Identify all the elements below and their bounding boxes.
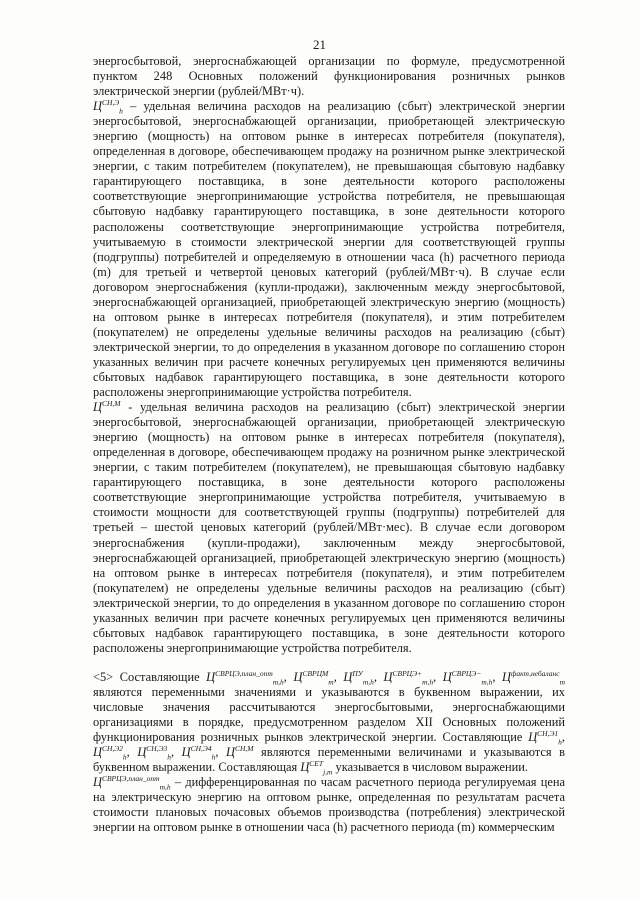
definition-text: - удельная величина расходов на реализацию (сбыт) электрической энергии энергосбытовой, энергоснабжающей организации, приобретающей электрическую энергию (мощность) на оптовом рынке в интересах потребителя (покупателя), определенная в договоре, обеспечивающем продажу на розничном рынке электрической энергии, с таким потребителем (покупателем), не превышающая сбытовую надбавку гарантирующего поставщика, в зоне деятельности которого расположены соответствующие энергопринимающие устройства потребителя, учитываемую в стоимости мощности для соответствующей группы (подгруппы) потребителей для третьей – шестой ценовых категорий (рублей/МВт·мес). В случае если договором энергоснабжения (купли-продажи), заключенным между энергосбытовой, энергоснабжающей организацией, приобретающей электрическую энергию (мощность) на оптовом рынке в интересах потребителя (покупателя), и этим потребителем (покупателем) не определены удельные величины расходов на реализацию (сбыт) электрической энергии, то до определения в указанном договоре по соглашению сторон указанных величин при расчете конечных регулируемых цен применяются величины сбытовых надбавок гарантирующего поставщика, в зоне деятельности которого расположены энергопринимающие устройства потребителя. xyxy=(93,400,565,655)
page-number: 21 xyxy=(313,37,326,52)
definition-c-svrce-plan-opt xyxy=(93,775,565,835)
formula-symbol: $Ц^{СВРЦМ}_m$ xyxy=(293,668,334,687)
definition-c-sn-e xyxy=(93,99,565,400)
formula-symbol: $Ц^{СН,Э4}_h$ xyxy=(181,743,216,762)
formula-symbol: $Ц^{СН,Э3}_h$ xyxy=(137,743,171,762)
definition-c-sn-m xyxy=(93,400,565,656)
note-5: <5> Составляющие $Ц^{СВРЦЭ,план\_опт}_{m,h}$, $Ц^{СВРЦМ}_m$, $Ц^{ПУ}_{m,h}$, $Ц^{СВРЦЭ+}_{m,h}$, $Ц^{СВРЦЭ-}_{m,h}$, $Ц^{факт,небаланс}_m$ являются переменными значениями и указываются в буквенном выражении, их числовые значения рассчитываются энергосбытовыми, энергоснабжающими организациями в порядке, предусмотренном разделом XII Основных положений функционирования розничных рынков электрической энергии. Составляющие $Ц^{СН,Э1}_h$, $Ц^{СН,Э2}_h$, $Ц^{СН,Э3}_h$, $Ц^{СН,Э4}_h$, $Ц^{СН,М}$ являются переменными величинами и указываются в буквенном выражении. Составляющая $Ц^{СЕТ}_{j,m}$ указывается в числовом выражении. xyxy=(93,668,566,777)
formula-symbol: $Ц^{факт,небаланс}_m$ xyxy=(502,668,566,687)
page-body xyxy=(93,54,565,835)
formula-symbol: $Ц^{СЕТ}_{j,m}$ xyxy=(300,759,333,777)
formula-symbol: $Ц^{СВРЦЭ+}_{m,h}$ xyxy=(383,668,434,687)
formula-symbol: $Ц^{СН,Э1}_h$ xyxy=(528,728,562,747)
formula-symbol: $Ц^{СН,М}$ xyxy=(93,398,121,415)
definition-text: – дифференцированная по часам расчетного периода регулируемая цена на электрическую энергию на оптовом рынке, определенная по результатам расчета стоимости плановых почасовых объемов производства (потребления) электрической энергии на оптовом рынке в отношении часа (h) расчетного периода (m) коммерческим xyxy=(93,775,565,835)
formula-symbol: $Ц^{СН,Э2}_h$ xyxy=(93,743,127,762)
formula-symbol: $Ц^{СВРЦЭ,план\_опт}_{m,h}$ xyxy=(93,774,171,792)
paragraph-gap xyxy=(93,656,565,670)
paragraph-intro: энергосбытовой, энергоснабжающей организации по формуле, предусмотренной пунктом 248 Основных положений функционирования розничных рынков электрической энергии (рублей/МВт·ч). xyxy=(93,54,565,99)
formula-symbol: $Ц^{ПУ}_{m,h}$ xyxy=(343,668,374,687)
note-marker: <5> xyxy=(93,669,114,684)
formula-symbol: $Ц^{СВРЦЭ,план\_опт}_{m,h}$ xyxy=(206,668,284,687)
formula-symbol: $Ц^{СН,Э}_h$ xyxy=(93,98,123,116)
formula-symbol: $Ц^{СВРЦЭ-}_{m,h}$ xyxy=(442,668,493,687)
formula-symbol: $Ц^{СН,М}$ xyxy=(225,743,254,760)
definition-text: – удельная величина расходов на реализацию (сбыт) электрической энергии энергосбытовой, энергоснабжающей организации, приобретающей электрическую энергию (мощность) на оптовом рынке в интересах потребителя (покупателя), определенная в договоре, обеспечивающем продажу на розничном рынке электрической энергии, с таким потребителем (покупателем), не превышающая сбытовую надбавку гарантирующего поставщика, в зоне деятельности которого расположены соответствующие энергопринимающие устройства потребителя, не превышающая сбытовую надбавку гарантирующего поставщика, в зоне деятельности которого расположены соответствующие энергопринимающие устройства потребителя, учитываемую в стоимости электрической энергии для соответствующей группы (подгруппы) потребителей и определяемую в отношении часа (h) расчетного периода (m) для третьей и четвертой ценовых категорий (рублей/МВт·ч). В случае если договором энергоснабжения (купли-продажи), заключенным между энергосбытовой, энергоснабжающей организацией, приобретающей электрическую энергию (мощность) на оптовом рынке в интересах потребителя (покупателя), и этим потребителем (покупателем) не определены удельные величины расходов на реализацию (сбыт) электрической энергии, то до определения в указанном договоре по соглашению сторон указанных величин при расчете конечных регулируемых цен применяются величины сбытовых надбавок гарантирующего поставщика, в зоне деятельности которого расположены энергопринимающие устройства потребителя. xyxy=(93,99,565,400)
